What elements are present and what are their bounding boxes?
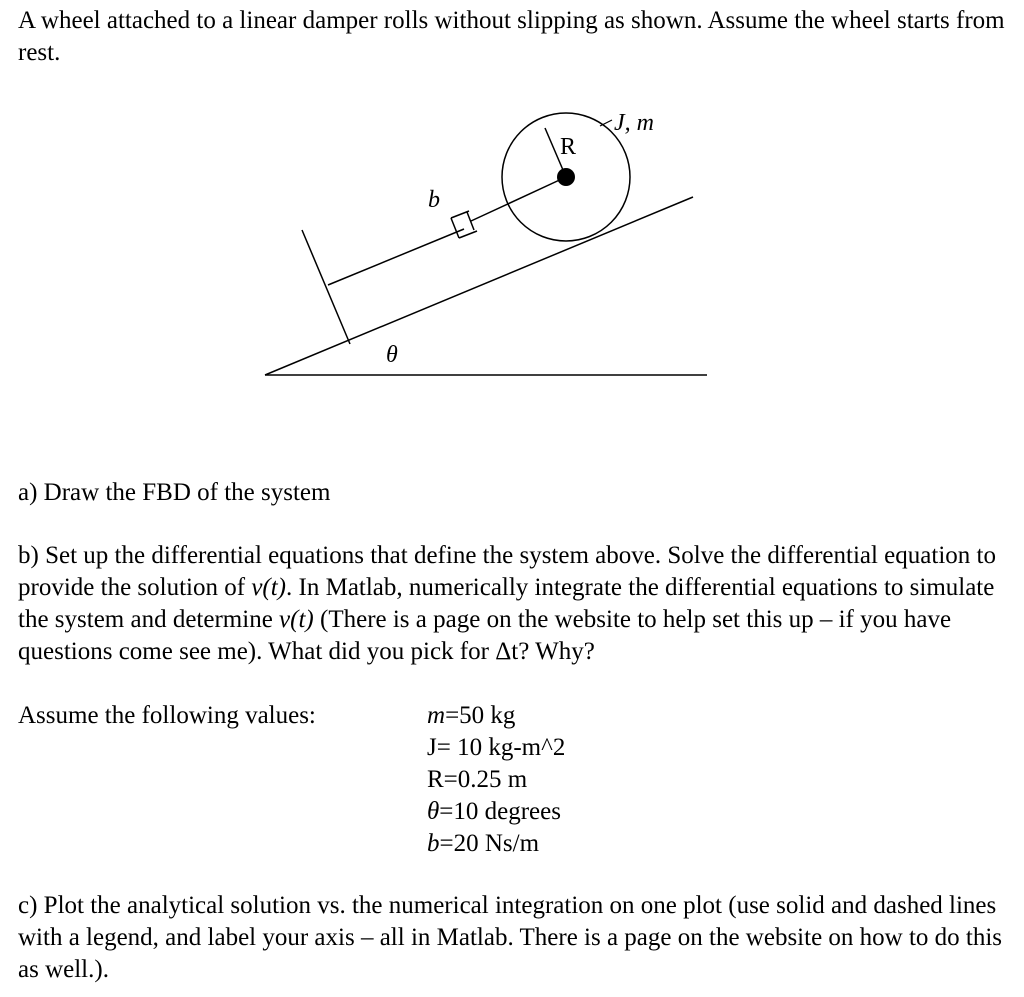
value-damping-text: =20 Ns/m (439, 830, 540, 857)
velocity-symbol-2: v(t) (279, 606, 314, 633)
part-b-text (18, 540, 1008, 668)
parameter-values-list (427, 700, 565, 860)
wall-line (302, 230, 350, 344)
value-mass-symbol: m (427, 702, 446, 729)
incline-line (265, 197, 693, 375)
value-mass-text: =50 kg (445, 702, 516, 729)
value-angle-symbol: θ (427, 798, 440, 825)
label-inertia-mass: J, m (614, 110, 654, 136)
label-angle: θ (386, 342, 398, 368)
part-a-text: a) Draw the FBD of the system (18, 479, 331, 506)
value-damping (427, 828, 565, 860)
value-inertia-text: J= 10 kg-m^2 (427, 734, 566, 761)
label-radius: R (560, 134, 577, 160)
value-damping-symbol: b (427, 830, 440, 857)
part-b-text-1: b) Set up the differential equations that define the system above. Solve the differential equation to provide the solution of (18, 542, 996, 601)
value-mass (427, 700, 565, 732)
value-angle (427, 796, 565, 828)
value-angle-text: =10 degrees (439, 798, 561, 825)
part-b-text-3: (There is a page on the website to help set this up – if you have questions come see me). What did you pick for Δt? Why? (18, 606, 952, 665)
part-c-text: c) Plot the analytical solution vs. the numerical integration on one plot (use solid and dashed lines with a legend, and label your axis – all in Matlab. There is a page on the website on how to do this as well.). (18, 892, 1003, 983)
assume-values-label: Assume the following values: (18, 702, 316, 729)
label-damping: b (428, 187, 440, 213)
problem-intro: A wheel attached to a linear damper rolls without slipping as shown. Assume the wheel starts from rest. (18, 7, 1005, 66)
value-inertia (427, 732, 565, 764)
damper-cylinder (451, 177, 566, 238)
jm-leader (600, 120, 612, 126)
value-radius-text: R=0.25 m (427, 766, 528, 793)
wheel-damper-diagram (0, 0, 1024, 420)
part-b-text-2: . In Matlab, numerically integrate the differential equations to simulate the system and determine (18, 574, 995, 633)
velocity-symbol-1: v(t) (251, 574, 287, 601)
value-radius (427, 764, 565, 796)
damper-rod (328, 229, 464, 285)
